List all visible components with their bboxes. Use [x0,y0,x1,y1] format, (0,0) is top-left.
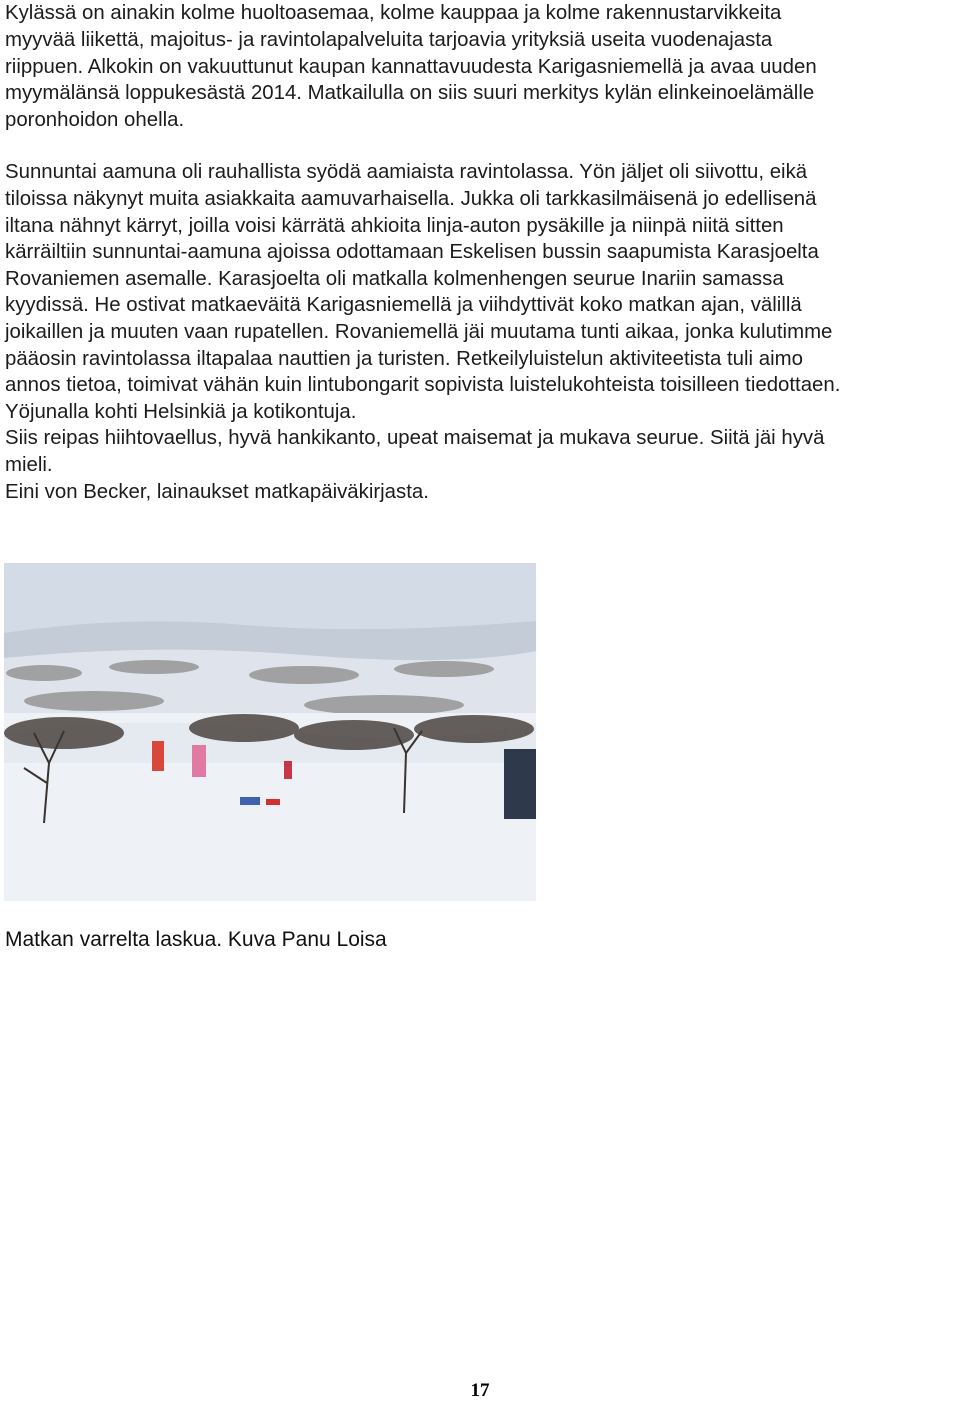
text-line: kärräiltiin sunnuntai-aamuna ajoissa odottamaan Eskelisen bussin saapumista Karasjoelta [5,241,819,264]
text-line: mieli. [5,453,53,476]
text-line: Sunnuntai aamuna oli rauhallista syödä aamiaista ravintolassa. Yön jäljet oli siivottu, eikä [5,161,808,183]
photo-illustration [4,563,536,901]
text-line: myyvää liikettä, majoitus- ja ravintolapalveluita tarjoavia yrityksiä useita vuodenajasta [5,28,773,51]
text-line: Eini von Becker, lainaukset matkapäiväkirjasta. [5,480,429,503]
text-line: annos tietoa, toimivat vähän kuin lintubongarit sopivista luistelukohteista toisilleen tiedottaen. [5,374,841,397]
paragraph-village-services [5,0,957,134]
text-line: Yöjunalla kohti Helsinkiä ja kotikontuja. [5,400,357,423]
text-line: Kylässä on ainakin kolme huoltoasemaa, kolme kauppaa ja kolme rakennustarvikkeita [5,2,782,24]
paragraph-sunday-morning [5,159,957,186]
text-line: Rovaniemen asemalle. Karasjoelta oli matkalla kolmenhengen seurue Inariin samassa [5,267,784,290]
text-line: kyydissä. He ostivat matkaeväitä Karigasniemellä ja viihdyttivät koko matkan ajan, välillä [5,294,802,317]
text-line: iltana nähnyt kärryt, joilla voisi kärrätä ahkioita linja-auton pysäkille ja niinpä niitä sitten [5,214,784,237]
text-line: myymälänsä loppukesästä 2014. Matkailulla on siis suuri merkitys kylän elinkeinoelämälle [5,82,815,105]
snowy-landscape-photo [4,563,536,901]
text-line: joikaillen ja muuten vaan rupatellen. Rovaniemellä jäi muutama tunti aikaa, jonka kulutimme [5,320,833,343]
text-line: tiloissa näkynyt muita asiakkaita aamuvarhaisella. Jukka oli tarkkasilmäisenä jo edellisenä [5,188,817,210]
text-line: pääosin ravintolassa iltapalaa nauttien ja turisten. Retkeilyluistelun aktiviteetista tuli aimo [5,347,803,370]
text-line: Siis reipas hiihtovaellus, hyvä hankikanto, upeat maisemat ja mukava seurue. Siitä jäi hyvä [5,427,825,450]
photo-caption: Matkan varrelta laskua. Kuva Panu Loisa [5,928,387,951]
page-number: 17 [470,1380,490,1401]
text-line: poronhoidon ohella. [5,109,185,132]
paragraph-journey-home [5,186,957,505]
text-line: riippuen. Alkokin on vakuuttunut kaupan kannattavuudesta Karigasniemellä ja avaa uuden [5,55,817,78]
